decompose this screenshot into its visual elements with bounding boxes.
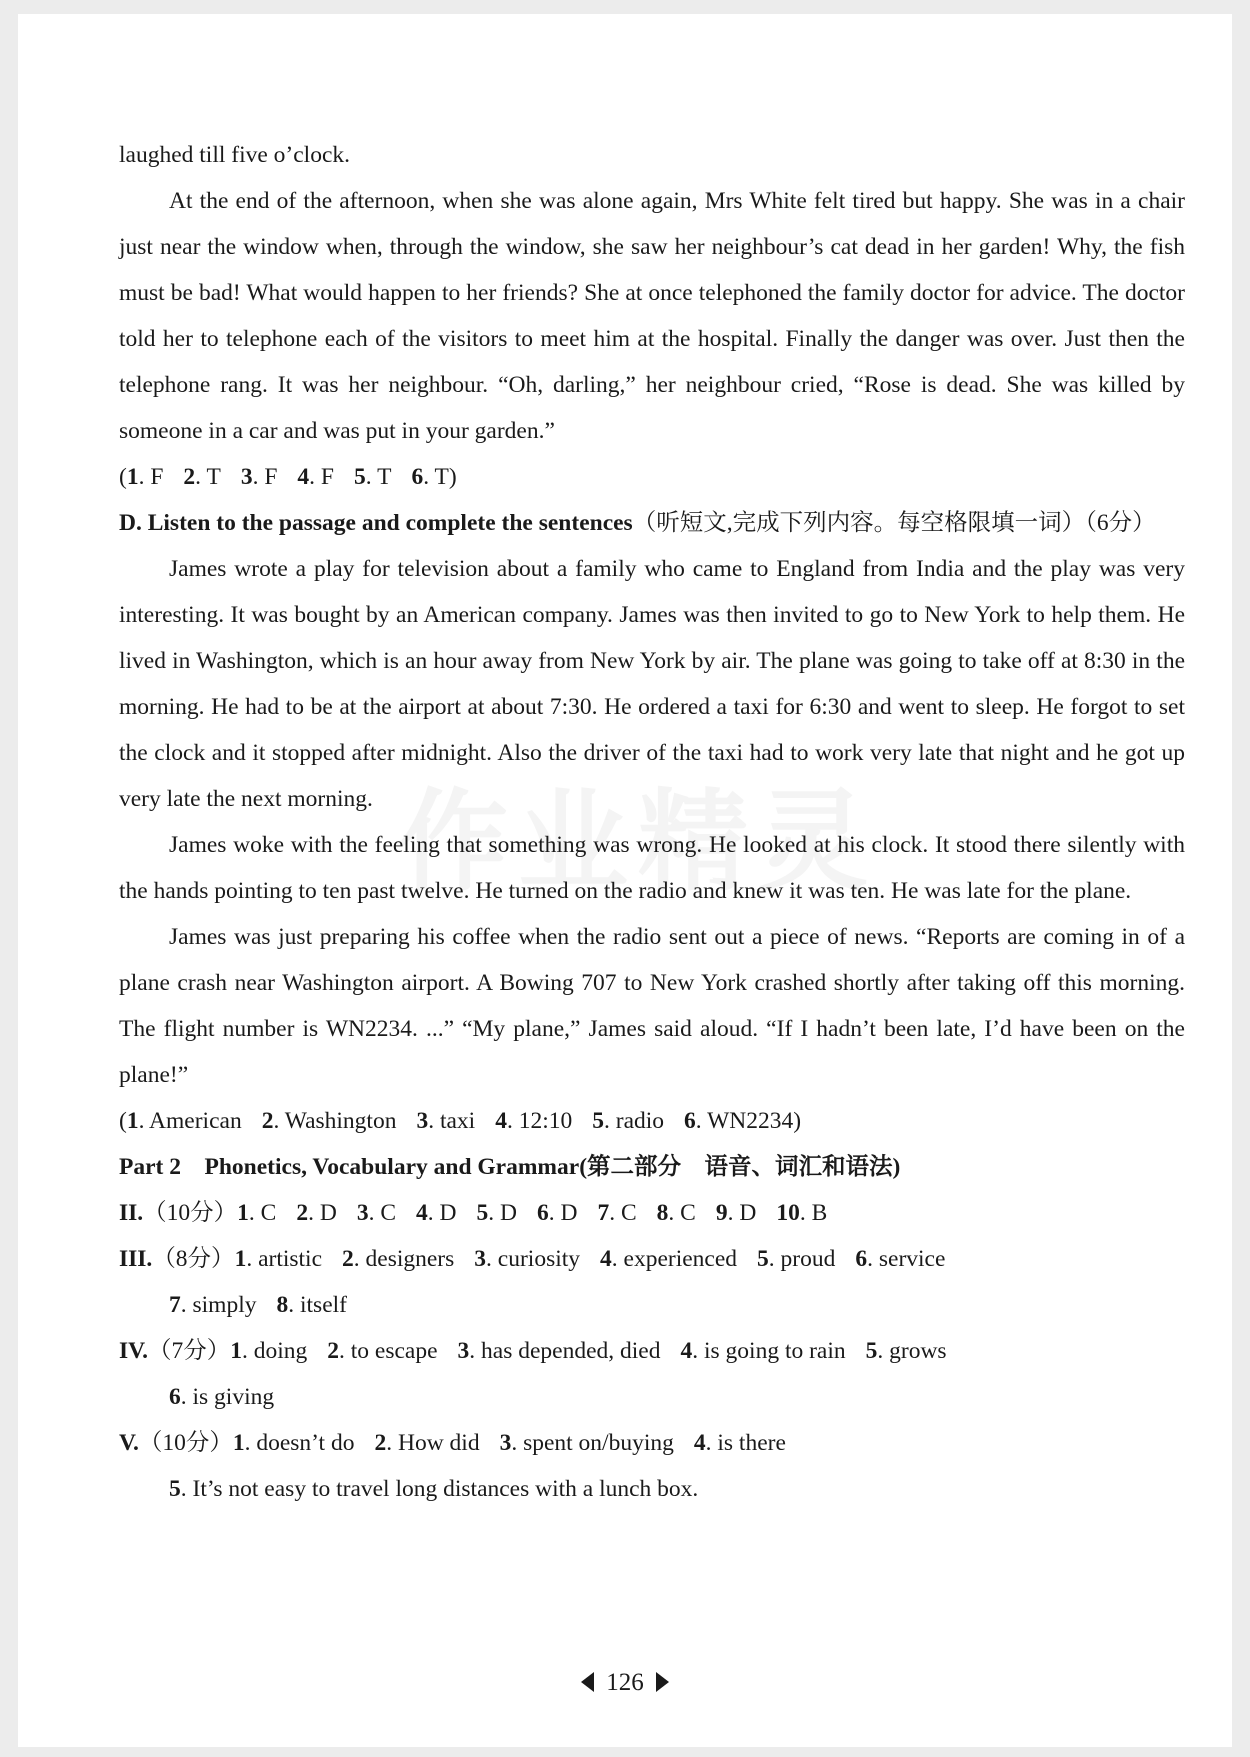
passage-d-paragraph-2: James woke with the feeling that something was wrong. He looked at his clock. It stood there silently with the hands pointing to ten past twelve. He turned on the radio and knew it was ten. He was late for the plane.	[119, 832, 1185, 904]
section-d-instruction: （听短文,完成下列内容。每空格限填一词）	[632, 510, 1086, 536]
page	[18, 14, 1232, 1747]
section-d-score: （6分）	[1085, 510, 1156, 536]
page-content	[119, 132, 1185, 1512]
section-3-answers: III.（8分）1. artistic 2. designers 3. curiosity 4. experienced 5. proud 6. service	[119, 1246, 946, 1272]
passage-d-paragraph-1: James wrote a play for television about a family who came to England from India and the play was very interesting. It was bought by an American company. James was then invited to go to New York to help them. He lived in Washington, which is an hour away from New York by air. The plane was going to take off at 8:30 in the morning. He had to be at the airport at about 7:30. He ordered a taxi for 6:30 and went to sleep. He forgot to set the clock and it stopped after midnight. Also the driver of the taxi had to work very late that night and he got up very late the next morning.	[119, 556, 1185, 812]
passage-c-ending: laughed till five o’clock.	[119, 142, 351, 168]
section-3-answers-cont: 7. simply 8. itself	[169, 1292, 347, 1318]
passage-c-paragraph: At the end of the afternoon, when she was alone again, Mrs White felt tired but happy. She was in a chair just near the window when, through the window, she saw her neighbour’s cat dead in her garden! Why, the fish must be bad! What would happen to her friends? She at once telephoned the family doctor for advice. The doctor told her to telephone each of the visitors to meet him at the hospital. Finally the danger was over. Just then the telephone rang. It was her neighbour. “Oh, darling,” her neighbour cried, “Rose is dead. She was killed by someone in a car and was put in your garden.”	[119, 188, 1185, 444]
prev-page-arrow-icon	[581, 1672, 594, 1692]
section-d-title: D. Listen to the passage and complete the sentences	[119, 510, 633, 536]
answers-d: (1. American 2. Washington 3. taxi 4. 12:10 5. radio 6. WN2234)	[119, 1108, 802, 1134]
part-2-heading	[119, 1144, 1185, 1190]
section-2-answers: II.（10分）1. C 2. D 3. C 4. D 5. D 6. D 7. C 8. C 9. D 10. B	[119, 1200, 828, 1226]
passage-d-paragraph-3: James was just preparing his coffee when the radio sent out a piece of news. “Reports are coming in of a plane crash near Washington airport. A Bowing 707 to New York crashed shortly after taking off this morning. The flight number is WN2234. ...” “My plane,” James said aloud. “If I hadn’t been late, I’d have been on the plane!”	[119, 924, 1185, 1088]
next-page-arrow-icon	[656, 1672, 669, 1692]
section-5-answers: V.（10分）1. doesn’t do 2. How did 3. spent on/buying 4. is there	[119, 1430, 786, 1456]
page-footer	[18, 1668, 1232, 1698]
section-d-heading	[119, 500, 1185, 546]
part-2-cn-title: (第二部分 语音、词汇和语法)	[579, 1154, 901, 1180]
section-4-answers-cont: 6. is giving	[169, 1384, 275, 1410]
section-5-answers-cont: 5. It’s not easy to travel long distances with a lunch box.	[169, 1476, 699, 1502]
section-4-answers: IV.（7分）1. doing 2. to escape 3. has depended, died 4. is going to rain 5. grows	[119, 1338, 947, 1364]
answers-c: (1. F 2. T 3. F 4. F 5. T 6. T)	[119, 464, 457, 490]
page-number: 126	[606, 1669, 644, 1696]
part-2-title: Part 2 Phonetics, Vocabulary and Grammar	[119, 1154, 580, 1180]
